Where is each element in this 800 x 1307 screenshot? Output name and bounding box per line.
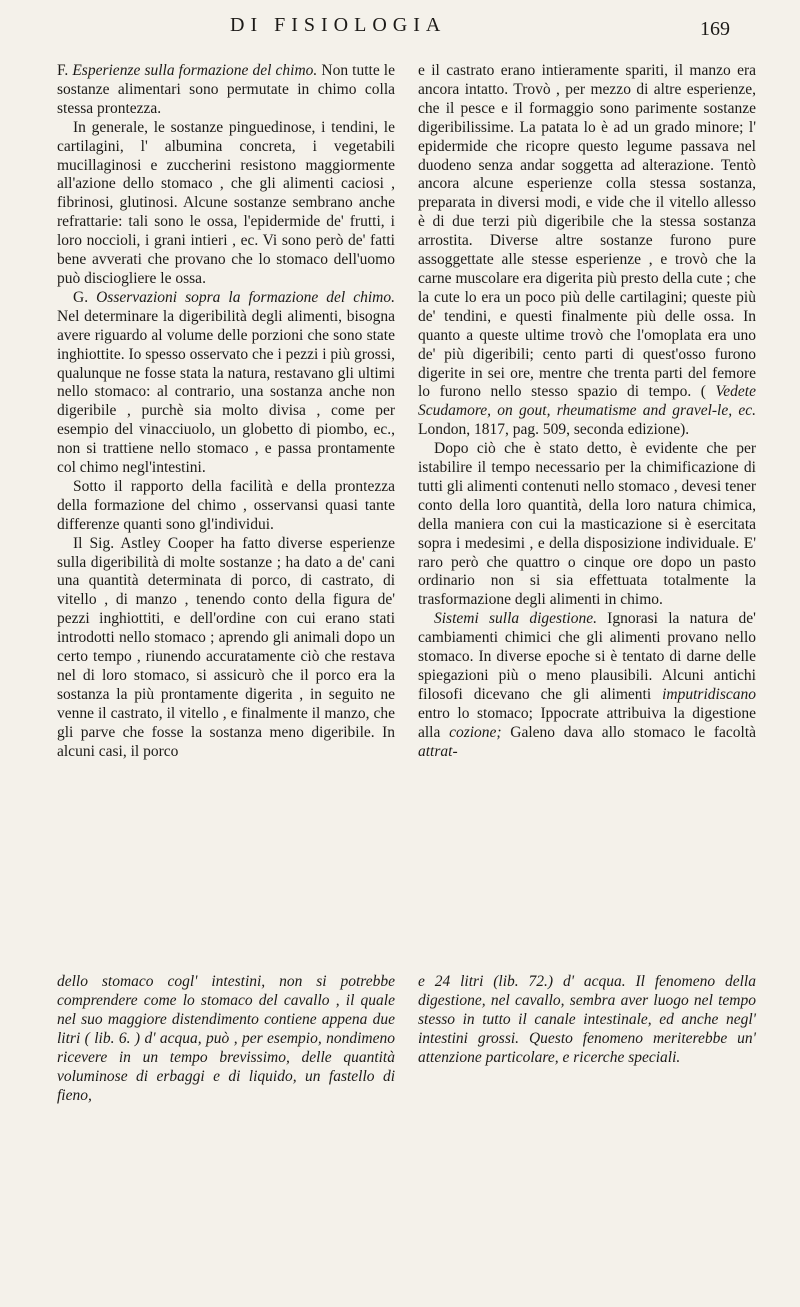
running-head xyxy=(0,8,800,48)
emphasis: imputridiscano xyxy=(662,685,756,703)
paragraph-text: Galeno dava allo stomaco le facoltà xyxy=(501,723,757,741)
section-letter: F. xyxy=(57,62,73,79)
paragraph-text: Non tutte le sostanze alimentari sono permutate in chimo colla stessa prontezza. xyxy=(57,62,395,117)
section-title: Osservazioni sopra la formazione del chimo. xyxy=(96,288,395,306)
paragraph-section-g xyxy=(57,289,395,478)
paragraph-text: entro lo stomaco; Ippocrate attribuiva la digestione alla xyxy=(418,704,756,741)
paragraph-text: e il castrato erano intieramente spariti, il manzo era ancora intatto. Trovò , per mezzo di altre esperienze, che il pesce e il formaggio sono parimente sostanze digeribilissime. La patata lo è ad un grado minore; l' epidermide che ricopre questo legume passava nel duodeno senza andar soggetta ad alterazione. Tentò ancora alcune esperienze colla stessa sostanza, preparata in diversi modi, e vide che il vitello allesso è di due terzi più digeribile che la stessa sostanza arrostita. Diverse altre sostanze furono pure assoggettate alle stesse esperienze , e trovò che la carne muscolare era digerita più presto della cute ; che la cute lo era un poco più delle cartilagini; queste più de' tendini, e questi finalmente più delle ossa. In quanto a queste ultime trovò che l'omoplata era uno de' più digeribili; cento parti di quest'osso furono digerite in sei ore, mentre che trenta parti del femore lo furono nello stesso spazio di tempo. ( xyxy=(418,62,756,401)
page-number: 169 xyxy=(700,18,730,40)
left-column xyxy=(57,62,395,762)
footnote-text: e 24 litri (lib. 72.) d' acqua. Il fenomeno della digestione, nel cavallo, sembra aver luogo nel tempo stesso in tutto il canale intestinale, ed anche negl' intestini grossi. Questo fenomeno meriterebbe un' attenzione particolare, e ricerche speciali. xyxy=(418,973,756,1066)
paragraph-sistemi xyxy=(418,610,756,761)
footnote-left xyxy=(57,972,395,1105)
right-column xyxy=(418,62,756,762)
paragraph: Sotto il rapporto della facilità e della prontezza della formazione del chimo , osservansi quasi tante differenze quanti sono gl'individui. xyxy=(57,477,395,533)
emphasis: attrat- xyxy=(418,742,458,760)
paragraph: Dopo ciò che è stato detto, è evidente che per istabilire il tempo necessario per la chimificazione di tutti gli alimenti contenuti nello stomaco , devesi tener conto della loro quantità, della loro natura chimica, della maniera con cui la masticazione si è esercitata sopra i medesimi , e della disposizione individuale. E' raro però che quattro o cinque ore dopo un pasto ordinario non si sia effettuata totalmente la trasformazione degli alimenti in chimo. xyxy=(418,440,756,609)
paragraph-text: Nel determinare la digeribilità degli alimenti, bisogna avere riguardo al volume delle porzioni che sono state inghiottite. Io spesso osservato che i pezzi i più grossi, qualunque ne fosse stata la natura, restavano gli ultimi nello stomaco: al contrario, una sostanza anche non digeribile , purchè sia molto divisa , come per esempio del vinacciuolo, un globetto di piombo, ec., non si trattiene nello stomaco , e passa prontamente col chimo negl'intestini. xyxy=(57,307,395,477)
emphasis: cozione; xyxy=(449,723,502,741)
footnote-right xyxy=(418,972,756,1067)
section-title: Sistemi sulla digestione. xyxy=(434,610,597,628)
section-letter: G. xyxy=(73,288,97,306)
running-title: DI FISIOLOGIA xyxy=(230,14,447,36)
footnote-text: dello stomaco cogl' intestini, non si potrebbe comprendere come lo stomaco del cavallo , il quale nel suo maggiore distendimento contiene appena due litri ( lib. 6. ) d' acqua, può , per esempio, nondimeno ricevere in un tempo brevissimo, delle quantità voluminose di erbaggi e di liquido, un fastello di fieno, xyxy=(57,973,395,1104)
section-title: Esperienze sulla formazione del chimo. xyxy=(72,62,318,79)
paragraph-section-f xyxy=(57,62,395,119)
paragraph xyxy=(418,62,756,440)
reference-tail: London, 1817, pag. 509, seconda edizione). xyxy=(418,421,690,439)
paragraph: In generale, le sostanze pinguedinose, i tendini, le cartilagini, l' albumina concreta, i vegetabili mucillaginosi e zuccherini resistono maggiormente all'azione dello stomaco , che gli alimenti caciosi , fibrinosi, glutinosi. Alcune sostanze sembrano anche refrattarie: tali sono le ossa, l'epidermide de' frutti, i loro noccioli, i grani intieri , ec. Vi sono però de' fatti bene avverati che provano che lo stomaco dell'uomo può disciogliere le ossa. xyxy=(57,118,395,287)
bibliographic-reference: Vedete Scudamore, on gout, rheumatisme and gravel-le, ec. xyxy=(418,383,756,420)
paragraph-text: Ignorasi la natura de' cambiamenti chimici che gli alimenti provano nello stomaco. In diverse epoche si è tentato di darne delle spiegazioni più o meno plausibili. Alcuni antichi filosofi dicevano che gli alimenti xyxy=(418,610,756,703)
paragraph: Il Sig. Astley Cooper ha fatto diverse esperienze sulla digeribilità di molte sostanze ; ha dato a de' cani una quantità determinata di porco, di castrato, di vitello , di manzo , tenendo conto della figura de' pezzi inghiottiti, e dell'ordine con cui erano stati introdotti nello stomaco ; aprendo gli animali dopo un certo tempo , riunendo accuratamente ciò che restava nel di loro stomaco, si assicurò che il porco era la sostanza la più prontamente digerita , in seguito ne venne il castrato, il vitello , e finalmente il manzo, che gli parve che fosse la sostanza meno digeribile. In alcuni casi, il porco xyxy=(57,534,395,760)
